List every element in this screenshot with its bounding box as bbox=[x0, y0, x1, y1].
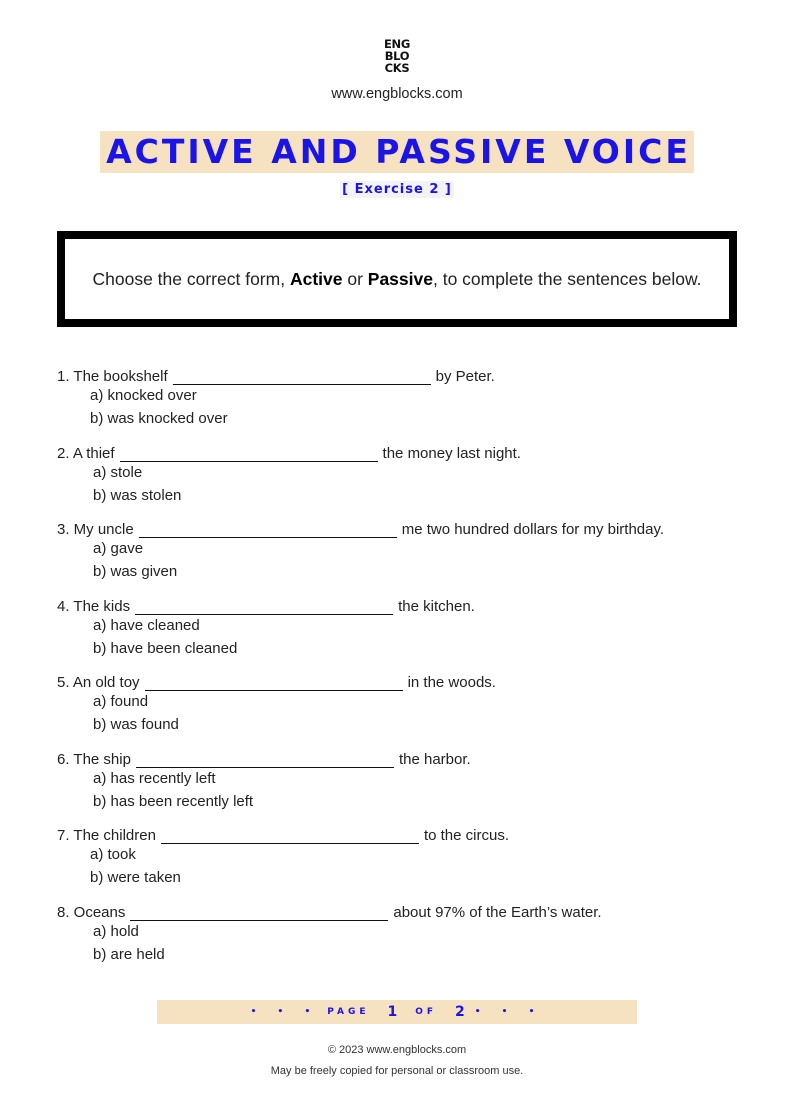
total-pages-number: 2 bbox=[455, 1004, 465, 1020]
passive-keyword: Passive bbox=[367, 268, 433, 289]
answer-blank[interactable] bbox=[173, 368, 431, 385]
current-page-number: 1 bbox=[387, 1004, 398, 1020]
question-2 bbox=[57, 442, 521, 507]
question-4 bbox=[57, 595, 475, 660]
option-b: b) was given bbox=[93, 562, 178, 580]
option-b: b) was stolen bbox=[93, 486, 182, 504]
option-b: b) were taken bbox=[90, 868, 181, 886]
question-text-after: to the circus. bbox=[423, 827, 509, 844]
option-a: a) has recently left bbox=[93, 770, 216, 787]
question-1 bbox=[57, 365, 495, 430]
active-keyword: Active bbox=[289, 268, 343, 289]
question-3 bbox=[57, 518, 664, 583]
answer-blank[interactable] bbox=[145, 674, 403, 691]
of-word: OF bbox=[415, 1007, 438, 1017]
question-5 bbox=[57, 671, 496, 736]
answer-blank[interactable] bbox=[120, 445, 378, 462]
question-text-after: about 97% of the Earth’s water. bbox=[393, 904, 602, 921]
question-text-after: me two hundred dollars for my birthday. bbox=[401, 521, 665, 538]
answer-blank[interactable] bbox=[139, 521, 397, 538]
option-a: a) knocked over bbox=[90, 387, 197, 404]
copyright-text: © 2023 www.engblocks.com bbox=[327, 1044, 467, 1056]
page-title: ACTIVE AND PASSIVE VOICE bbox=[100, 131, 694, 173]
dots-right: • • • bbox=[474, 1007, 544, 1017]
option-a: a) gave bbox=[93, 540, 144, 557]
question-8 bbox=[57, 901, 602, 966]
license-text: May be freely copied for personal or classroom use. bbox=[270, 1065, 524, 1077]
instructions-box bbox=[57, 231, 737, 327]
question-6 bbox=[57, 748, 471, 813]
question-text-before: 3. My uncle bbox=[57, 521, 134, 538]
question-text-before: 8. Oceans bbox=[57, 904, 126, 921]
question-7 bbox=[57, 824, 509, 889]
question-text-after: by Peter. bbox=[435, 368, 495, 385]
page-indicator bbox=[157, 1000, 637, 1024]
question-text-before: 1. The bookshelf bbox=[57, 368, 168, 385]
engblocks-logo bbox=[0, 38, 794, 74]
option-b: b) has been recently left bbox=[93, 792, 254, 810]
question-text-after: the money last night. bbox=[382, 445, 521, 462]
option-b: b) was found bbox=[93, 715, 179, 733]
option-b: b) are held bbox=[93, 945, 165, 963]
logo-line: ENG bbox=[383, 37, 411, 51]
question-text-before: 7. The children bbox=[57, 827, 156, 844]
answer-blank[interactable] bbox=[130, 904, 388, 921]
question-text-after: in the woods. bbox=[407, 674, 496, 691]
option-b: b) was knocked over bbox=[90, 409, 228, 427]
option-a: a) found bbox=[93, 693, 149, 710]
exercise-label: [ Exercise 2 ] bbox=[342, 182, 452, 197]
question-text-before: 5. An old toy bbox=[57, 674, 140, 691]
dots-left: • • • bbox=[250, 1007, 320, 1017]
question-text-after: the harbor. bbox=[398, 751, 471, 768]
question-text-before: 6. The ship bbox=[57, 751, 131, 768]
question-text-after: the kitchen. bbox=[398, 598, 475, 615]
instructions-text: Choose the correct form, Active or Passive, to complete the sentences below. bbox=[92, 268, 702, 289]
answer-blank[interactable] bbox=[135, 598, 393, 615]
option-a: a) stole bbox=[93, 464, 143, 481]
option-b: b) have been cleaned bbox=[93, 639, 238, 657]
answer-blank[interactable] bbox=[136, 751, 394, 768]
page-word: PAGE bbox=[327, 1007, 370, 1017]
logo-line: CKS bbox=[384, 61, 410, 75]
option-a: a) have cleaned bbox=[93, 617, 200, 634]
answer-blank[interactable] bbox=[161, 827, 419, 844]
site-url: www.engblocks.com bbox=[331, 86, 463, 102]
option-a: a) hold bbox=[93, 923, 139, 940]
question-text-before: 4. The kids bbox=[57, 598, 131, 615]
option-a: a) took bbox=[90, 846, 136, 863]
question-text-before: 2. A thief bbox=[57, 445, 115, 462]
logo-line: BLO bbox=[384, 49, 410, 63]
